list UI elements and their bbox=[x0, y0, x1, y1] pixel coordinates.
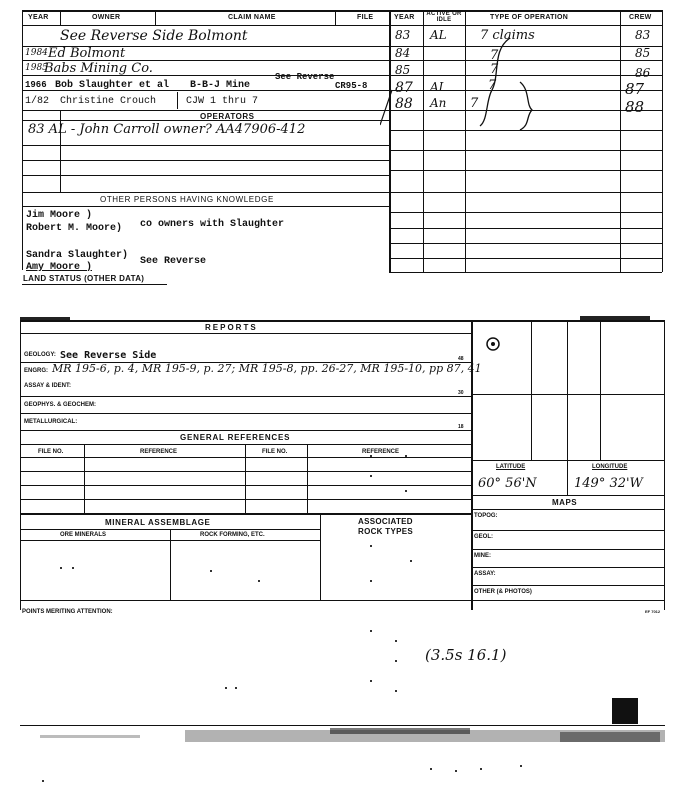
top-border bbox=[22, 10, 662, 12]
row-line bbox=[20, 485, 471, 486]
scan-dot bbox=[520, 765, 522, 767]
operators-label: OPERATORS bbox=[200, 112, 255, 121]
ref-col-divider bbox=[245, 444, 246, 514]
longitude-value: 149° 32'W bbox=[574, 476, 643, 491]
scan-dot bbox=[405, 455, 407, 457]
row-line bbox=[20, 471, 471, 472]
general-references-title: GENERAL REFERENCES bbox=[180, 433, 291, 442]
maps-label: MAPS bbox=[552, 498, 578, 507]
land-status-underline bbox=[22, 284, 167, 285]
row-line bbox=[20, 457, 471, 458]
line-number: 18 bbox=[458, 424, 464, 430]
scan-dot bbox=[370, 580, 372, 582]
knowledge-header: OTHER PERSONS HAVING KNOWLEDGE bbox=[100, 195, 274, 204]
longitude-label: LONGITUDE bbox=[592, 464, 628, 470]
rock-types-label: ROCK TYPES bbox=[358, 527, 414, 536]
scan-dot bbox=[42, 780, 44, 782]
knowledge-person: Sandra Slaughter) bbox=[26, 250, 129, 261]
row-line bbox=[20, 396, 471, 397]
claim-year: 1985 bbox=[25, 63, 48, 73]
knowledge-person: Jim Moore ) bbox=[26, 210, 93, 221]
loc-grid bbox=[567, 460, 568, 495]
header-crew: CREW bbox=[629, 14, 652, 21]
row-line-right bbox=[389, 130, 662, 131]
handwritten-marks bbox=[380, 30, 640, 130]
row-line bbox=[22, 175, 389, 176]
right-active: An bbox=[430, 96, 447, 110]
row-line-right bbox=[389, 150, 662, 151]
left-border bbox=[20, 320, 21, 610]
scan-black-square bbox=[612, 698, 638, 724]
header-bottom-line bbox=[22, 25, 662, 26]
claim-line-1: See Reverse Side Bolmont bbox=[60, 28, 248, 44]
assay-label: ASSAY & IDENT: bbox=[24, 383, 72, 389]
claim-year: 1/82 bbox=[25, 96, 50, 107]
scan-dot bbox=[405, 490, 407, 492]
map-topog: TOPOG: bbox=[474, 513, 498, 519]
latitude-label: LATITUDE bbox=[496, 464, 526, 470]
loc-grid bbox=[471, 549, 664, 550]
operator-line: 83 AL - John Carroll owner? AA47906-412 bbox=[28, 122, 306, 137]
map-assay: ASSAY: bbox=[474, 571, 496, 577]
geophys-label: GEOPHYS. & GEOCHEM: bbox=[24, 402, 97, 408]
row-line bbox=[20, 513, 471, 515]
row-line bbox=[22, 192, 389, 193]
right-crew: 88 bbox=[625, 98, 645, 116]
latitude-value: 60° 56'N bbox=[478, 476, 537, 491]
right-year: 83 bbox=[395, 28, 411, 42]
scan-dot bbox=[455, 770, 457, 772]
row-line bbox=[22, 110, 389, 111]
scan-dot bbox=[410, 560, 412, 562]
header-year: YEAR bbox=[28, 14, 49, 21]
scan-dot bbox=[235, 687, 237, 689]
loc-grid bbox=[471, 567, 664, 568]
right-type: 7 bbox=[470, 96, 479, 111]
scan-dot bbox=[370, 455, 372, 457]
map-other: OTHER (& PHOTOS) bbox=[474, 589, 532, 595]
scan-dot bbox=[395, 690, 397, 692]
row-line bbox=[22, 145, 389, 146]
knowledge-note: See Reverse bbox=[140, 256, 207, 267]
right-type: 7 bbox=[490, 62, 499, 77]
col-divider bbox=[335, 10, 336, 26]
scan-dot bbox=[395, 640, 397, 642]
engrg-label: ENGRG: bbox=[24, 368, 48, 374]
ref-col-reference-2: REFERENCE bbox=[362, 449, 400, 455]
right-active: AL bbox=[430, 28, 447, 42]
geology-label: GEOLOGY: bbox=[24, 352, 56, 358]
col-divider bbox=[155, 10, 156, 26]
header-claim-name: CLAIM NAME bbox=[228, 14, 276, 21]
right-crew: 86 bbox=[635, 66, 651, 80]
right-year: 88 bbox=[395, 96, 413, 112]
row-line bbox=[22, 206, 389, 207]
scan-noise-band bbox=[330, 728, 470, 734]
loc-grid bbox=[471, 394, 664, 395]
scan-dot bbox=[370, 630, 372, 632]
row-line bbox=[20, 413, 471, 414]
header-file: FILE bbox=[357, 14, 374, 21]
row-line-right bbox=[389, 212, 662, 213]
reports-title: REPORTS bbox=[205, 323, 258, 332]
line-number: 30 bbox=[458, 390, 464, 396]
right-active: AI bbox=[430, 80, 444, 94]
claim-year: 1984 bbox=[25, 48, 48, 58]
associated-label: ASSOCIATED bbox=[358, 517, 413, 526]
right-crew: 83 bbox=[635, 28, 651, 42]
claim-owner: Babs Mining Co. bbox=[44, 61, 153, 76]
metallurgical-label: METALLURGICAL: bbox=[24, 419, 78, 425]
mineral-col-divider bbox=[170, 529, 171, 600]
right-year: 85 bbox=[395, 63, 411, 77]
ref-col-reference: REFERENCE bbox=[140, 449, 178, 455]
row-line-right bbox=[389, 192, 662, 193]
claim-owner: Christine Crouch bbox=[60, 96, 157, 107]
scan-dot bbox=[370, 680, 372, 682]
row-line bbox=[20, 499, 471, 500]
handwritten-note: (3.5s 16.1) bbox=[425, 646, 507, 664]
ref-col-divider bbox=[84, 444, 85, 514]
bottom-edge-line bbox=[20, 725, 665, 726]
row-line bbox=[20, 430, 471, 431]
header-year-2: YEAR bbox=[394, 14, 415, 21]
scan-dot bbox=[430, 768, 432, 770]
header-active-or-idle: ACTIVE OR IDLE bbox=[426, 11, 462, 23]
scan-dot bbox=[370, 545, 372, 547]
right-year: 87 bbox=[395, 80, 413, 96]
claim-name: B-B-J Mine bbox=[190, 80, 251, 91]
right-crew: 87 bbox=[625, 80, 645, 98]
header-type-of-operation: TYPE OF OPERATION bbox=[490, 14, 569, 21]
right-border bbox=[662, 10, 663, 272]
loc-grid bbox=[471, 530, 664, 531]
mineral-col-divider bbox=[320, 513, 321, 600]
right-type: 7 bbox=[490, 48, 499, 63]
right-year: 84 bbox=[395, 46, 411, 60]
right-crew: 85 bbox=[635, 46, 651, 60]
ore-minerals-label: ORE MINERALS bbox=[60, 532, 107, 538]
row-line-right bbox=[389, 228, 662, 229]
ref-col-file-no: FILE NO. bbox=[38, 449, 64, 455]
geology-value: See Reverse Side bbox=[60, 350, 157, 361]
form-number: EF 7012 bbox=[645, 609, 661, 614]
knowledge-note: co owners with Slaughter bbox=[140, 219, 285, 230]
row-line bbox=[22, 160, 389, 161]
scan-dot bbox=[72, 567, 74, 569]
cell-divider bbox=[177, 92, 178, 109]
mineral-assemblage-title: MINERAL ASSEMBLAGE bbox=[105, 518, 211, 527]
line-number: 48 bbox=[458, 356, 464, 362]
engrg-value: MR 195-6, p. 4, MR 195-9, p. 27; MR 195-8, pp. 26-27, MR 195-10, pp 87, 41 bbox=[52, 362, 482, 375]
loc-grid bbox=[471, 509, 664, 510]
map-geol: GEOL: bbox=[474, 534, 493, 540]
land-status-label: LAND STATUS (OTHER DATA) bbox=[23, 274, 145, 283]
scan-dot bbox=[60, 567, 62, 569]
scan-dot bbox=[258, 580, 260, 582]
col-divider bbox=[60, 10, 61, 26]
loc-grid bbox=[471, 585, 664, 586]
loc-grid bbox=[531, 320, 532, 460]
scan-dot bbox=[210, 570, 212, 572]
knowledge-person: Robert M. Moore) bbox=[26, 223, 123, 234]
loc-grid bbox=[471, 495, 664, 496]
scan-dot bbox=[395, 660, 397, 662]
reports-top-border bbox=[20, 320, 665, 322]
claim-file: CR95-8 bbox=[335, 81, 368, 91]
right-type: 7 claims bbox=[480, 28, 535, 43]
right-border bbox=[664, 320, 665, 610]
right-type: 7 bbox=[488, 78, 497, 93]
scan-dot bbox=[370, 475, 372, 477]
row-line-right bbox=[389, 258, 662, 259]
scan-noise-band bbox=[40, 735, 140, 738]
reports-title-line bbox=[20, 333, 472, 334]
map-mine: MINE: bbox=[474, 553, 491, 559]
row-line bbox=[20, 600, 664, 601]
claim-owner: Bob Slaughter et al bbox=[55, 80, 170, 91]
rock-forming-label: ROCK FORMING, ETC. bbox=[200, 532, 265, 538]
claim-note: See Reverse bbox=[275, 72, 335, 82]
scan-dot bbox=[480, 768, 482, 770]
left-border bbox=[22, 10, 23, 270]
loc-grid bbox=[600, 320, 601, 460]
row-line-right bbox=[389, 272, 662, 273]
scan-dot bbox=[225, 687, 227, 689]
row-line-right bbox=[389, 170, 662, 171]
loc-grid bbox=[567, 320, 568, 460]
location-target-icon bbox=[485, 336, 501, 352]
scan-noise-band bbox=[560, 732, 660, 742]
points-meriting-attention-label: POINTS MERITING ATTENTION: bbox=[22, 609, 113, 615]
knowledge-person: Amy Moore ) bbox=[26, 262, 93, 273]
claim-name: CJW 1 thru 7 bbox=[186, 96, 259, 107]
row-line-right bbox=[389, 243, 662, 244]
claim-year: 1966 bbox=[25, 80, 47, 90]
header-owner: OWNER bbox=[92, 14, 121, 21]
ref-col-file-no-2: FILE NO. bbox=[262, 449, 288, 455]
ref-col-divider bbox=[307, 444, 308, 514]
claim-owner: Ed Bolmont bbox=[48, 46, 126, 61]
